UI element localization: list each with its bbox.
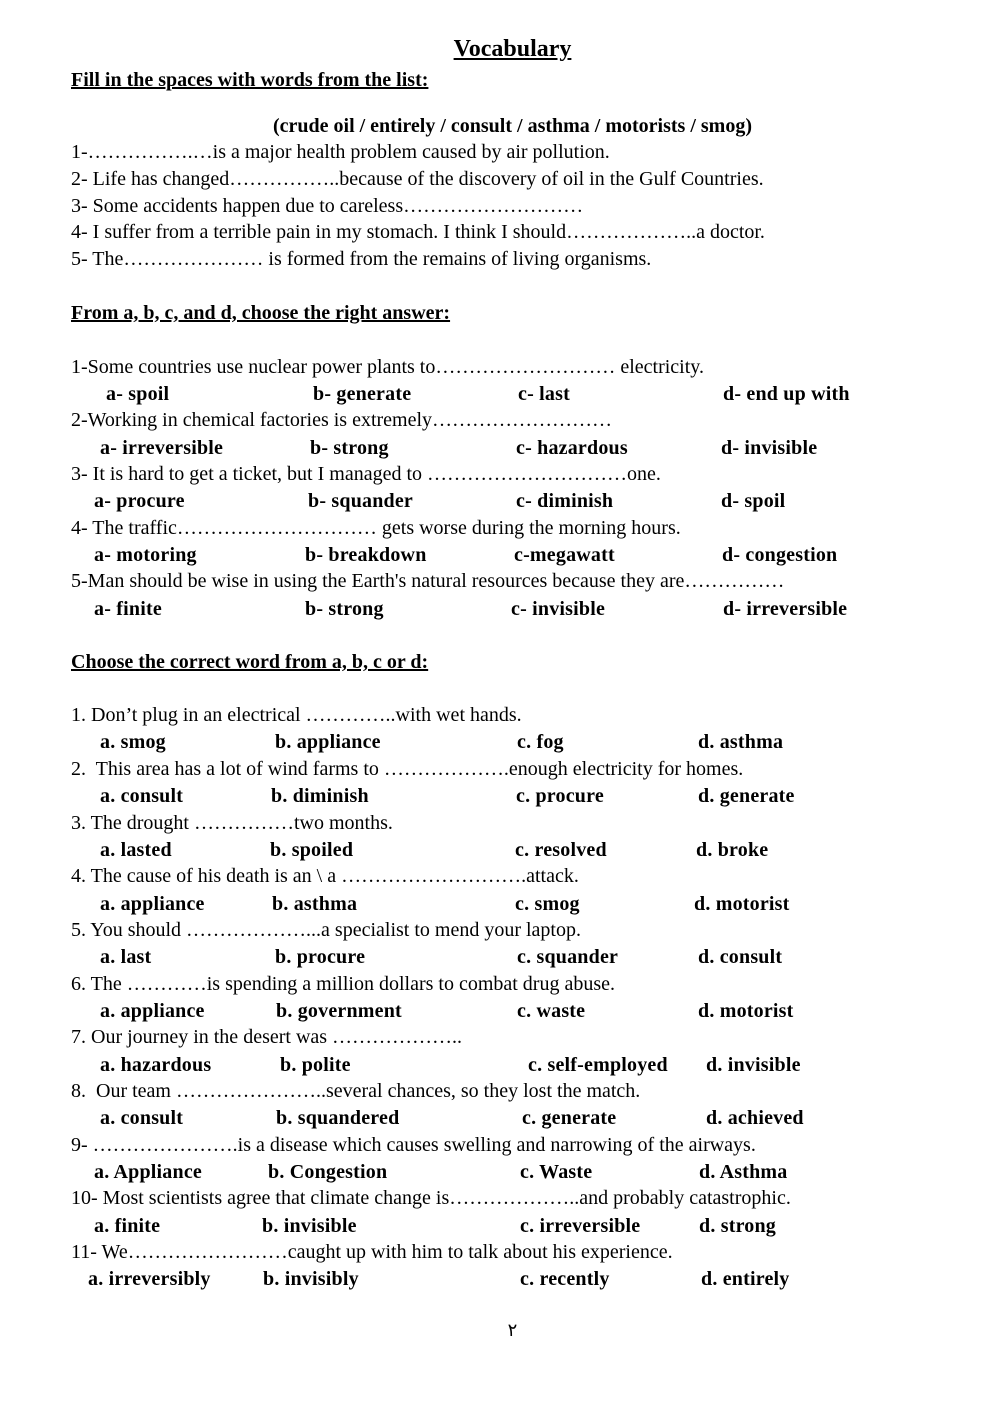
option-d: d- spoil bbox=[721, 490, 786, 512]
question-text: 3- It is hard to get a ticket, but I managed to …………………………one. bbox=[71, 463, 661, 485]
option-a: a. irreversibly bbox=[88, 1268, 211, 1290]
section2-heading: From a, b, c, and d, choose the right answer: bbox=[71, 302, 451, 324]
option-b: b. appliance bbox=[275, 731, 381, 753]
option-b: b. Congestion bbox=[268, 1161, 388, 1183]
option-c: c- diminish bbox=[516, 490, 614, 512]
option-b: b. asthma bbox=[272, 893, 358, 915]
question-text: 2-Working in chemical factories is extremely……………………… bbox=[71, 409, 613, 431]
option-a: a. appliance bbox=[100, 893, 205, 915]
option-row bbox=[0, 839, 992, 865]
option-d: d. Asthma bbox=[699, 1161, 788, 1183]
option-d: d. generate bbox=[698, 785, 795, 807]
option-row bbox=[0, 490, 992, 516]
option-b: b. government bbox=[276, 1000, 402, 1022]
option-row bbox=[0, 1054, 992, 1080]
option-d: d. broke bbox=[696, 839, 769, 861]
option-row bbox=[0, 731, 992, 757]
option-a: a. lasted bbox=[100, 839, 172, 861]
option-a: a. consult bbox=[100, 785, 184, 807]
option-a: a. Appliance bbox=[94, 1161, 202, 1183]
option-d: d. asthma bbox=[698, 731, 784, 753]
option-c: c. fog bbox=[517, 731, 564, 753]
question-text: 6. The …………is spending a million dollars to combat drug abuse. bbox=[71, 973, 616, 995]
section3-heading: Choose the correct word from a, b, c or d: bbox=[71, 651, 429, 673]
option-a: a. appliance bbox=[100, 1000, 205, 1022]
option-row bbox=[0, 437, 992, 463]
option-b: b- squander bbox=[308, 490, 414, 512]
option-row bbox=[0, 1215, 992, 1241]
word-list: (crude oil / entirely / consult / asthma / motorists / smog) bbox=[272, 115, 753, 137]
option-a: a- irreversible bbox=[100, 437, 224, 459]
question-text: 11- We……………………caught up with him to talk about his experience. bbox=[71, 1241, 673, 1263]
option-row bbox=[0, 383, 992, 409]
option-a: a. smog bbox=[100, 731, 166, 753]
option-row bbox=[0, 544, 992, 570]
fill-item: 2- Life has changed……………..because of the discovery of oil in the Gulf Countries. bbox=[71, 168, 764, 190]
question-text: 2. This area has a lot of wind farms to ……………….enough electricity for homes. bbox=[71, 758, 744, 780]
option-a: a. finite bbox=[94, 1215, 161, 1237]
option-b: b- breakdown bbox=[305, 544, 427, 566]
option-b: b. polite bbox=[280, 1054, 351, 1076]
option-a: a- procure bbox=[94, 490, 185, 512]
option-d: d. consult bbox=[698, 946, 783, 968]
option-c: c. waste bbox=[517, 1000, 586, 1022]
option-c: c-megawatt bbox=[514, 544, 615, 566]
option-row bbox=[0, 1268, 992, 1294]
fill-item: 4- I suffer from a terrible pain in my stomach. I think I should………………..a doctor. bbox=[71, 221, 765, 243]
section1-heading: Fill in the spaces with words from the list: bbox=[71, 69, 429, 91]
option-c: c. recently bbox=[520, 1268, 610, 1290]
question-text: 10- Most scientists agree that climate change is………………..and probably catastrophic. bbox=[71, 1187, 791, 1209]
option-d: d- end up with bbox=[723, 383, 850, 405]
option-d: d- irreversible bbox=[723, 598, 848, 620]
option-b: b- strong bbox=[310, 437, 389, 459]
option-c: c. Waste bbox=[520, 1161, 593, 1183]
option-c: c- hazardous bbox=[516, 437, 628, 459]
option-a: a. last bbox=[100, 946, 152, 968]
question-text: 5-Man should be wise in using the Earth's natural resources because they are…………… bbox=[71, 570, 785, 592]
option-row bbox=[0, 893, 992, 919]
option-c: c. procure bbox=[516, 785, 604, 807]
fill-item: 5- The………………… is formed from the remains of living organisms. bbox=[71, 248, 652, 270]
option-d: d- invisible bbox=[721, 437, 818, 459]
option-b: b. spoiled bbox=[270, 839, 354, 861]
option-c: c. irreversible bbox=[520, 1215, 641, 1237]
option-b: b. squandered bbox=[276, 1107, 400, 1129]
option-c: c- last bbox=[518, 383, 570, 405]
option-b: b- generate bbox=[313, 383, 412, 405]
option-d: d. entirely bbox=[701, 1268, 790, 1290]
option-c: c. self-employed bbox=[528, 1054, 668, 1076]
option-d: d. motorist bbox=[698, 1000, 794, 1022]
fill-item: 3- Some accidents happen due to careless……………………… bbox=[71, 195, 584, 217]
page-number: ٢ bbox=[507, 1320, 518, 1340]
option-d: d. invisible bbox=[706, 1054, 801, 1076]
question-text: 3. The drought ……………two months. bbox=[71, 812, 393, 834]
option-b: b. invisible bbox=[262, 1215, 357, 1237]
question-text: 4- The traffic………………………… gets worse during the morning hours. bbox=[71, 517, 681, 539]
option-b: b. procure bbox=[275, 946, 366, 968]
option-c: c. resolved bbox=[515, 839, 607, 861]
option-c: c. generate bbox=[522, 1107, 617, 1129]
question-text: 7. Our journey in the desert was ……………….. bbox=[71, 1026, 463, 1048]
question-text: 4. The cause of his death is an \ a ……………………….attack. bbox=[71, 865, 579, 887]
option-row bbox=[0, 785, 992, 811]
option-a: a- finite bbox=[94, 598, 162, 620]
option-row bbox=[0, 1000, 992, 1026]
question-text: 5. You should ………………...a specialist to mend your laptop. bbox=[71, 919, 581, 941]
page-title: Vocabulary bbox=[453, 36, 572, 62]
option-d: d. strong bbox=[699, 1215, 777, 1237]
option-row bbox=[0, 598, 992, 624]
option-row bbox=[0, 1161, 992, 1187]
question-text: 8. Our team …………………..several chances, so they lost the match. bbox=[71, 1080, 641, 1102]
option-d: d- congestion bbox=[722, 544, 838, 566]
option-b: b. invisibly bbox=[263, 1268, 359, 1290]
question-text: 1. Don’t plug in an electrical …………..with wet hands. bbox=[71, 704, 522, 726]
option-a: a- motoring bbox=[94, 544, 197, 566]
option-a: a- spoil bbox=[106, 383, 170, 405]
option-a: a. hazardous bbox=[100, 1054, 212, 1076]
option-b: b- strong bbox=[305, 598, 384, 620]
fill-item: 1-…………….…is a major health problem caused by air pollution. bbox=[71, 141, 610, 163]
option-c: c- invisible bbox=[511, 598, 606, 620]
option-row bbox=[0, 1107, 992, 1133]
question-text: 9- ………………….is a disease which causes swelling and narrowing of the airways. bbox=[71, 1134, 756, 1156]
option-c: c. squander bbox=[517, 946, 619, 968]
option-row bbox=[0, 946, 992, 972]
option-d: d. motorist bbox=[694, 893, 790, 915]
question-text: 1-Some countries use nuclear power plants to……………………… electricity. bbox=[71, 356, 704, 378]
option-d: d. achieved bbox=[706, 1107, 804, 1129]
option-b: b. diminish bbox=[271, 785, 369, 807]
option-a: a. consult bbox=[100, 1107, 184, 1129]
option-c: c. smog bbox=[515, 893, 580, 915]
